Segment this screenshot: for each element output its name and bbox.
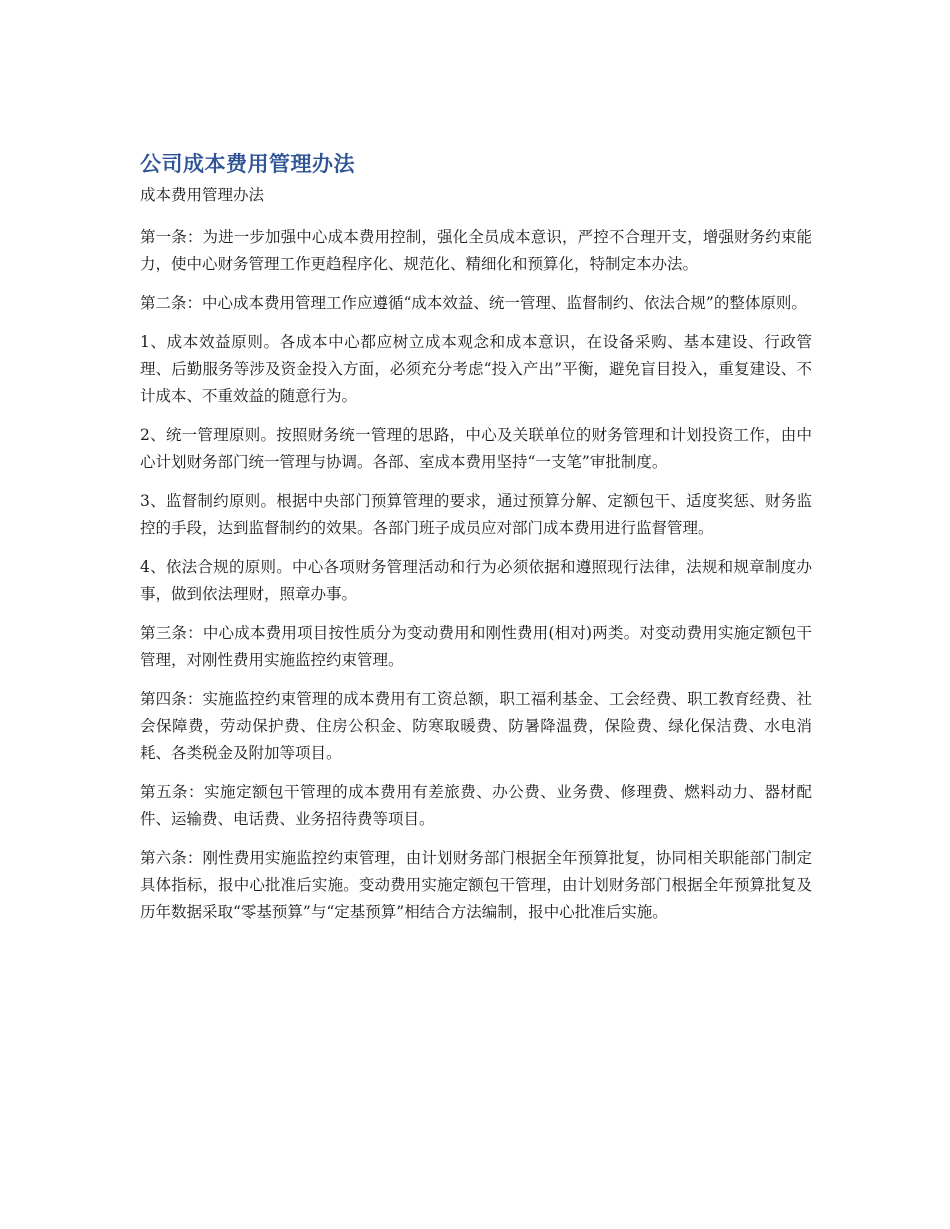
paragraph-article-3: 第三条：中心成本费用项目按性质分为变动费用和刚性费用(相对)两类。对变动费用实施定额包干管理，对刚性费用实施监控约束管理。 bbox=[140, 624, 812, 669]
document-subtitle: 成本费用管理办法 bbox=[140, 186, 265, 204]
paragraph-article-5: 第五条：实施定额包干管理的成本费用有差旅费、办公费、业务费、修理费、燃料动力、器材配件、运输费、电话费、业务招待费等项目。 bbox=[140, 783, 812, 828]
document-title: 公司成本费用管理办法 bbox=[140, 152, 355, 176]
paragraph-article-1: 第一条：为进一步加强中心成本费用控制，强化全员成本意识，严控不合理开支，增强财务约束能力，使中心财务管理工作更趋程序化、规范化、精细化和预算化，特制定本办法。 bbox=[140, 228, 812, 273]
paragraph-article-2: 第二条：中心成本费用管理工作应遵循“成本效益、统一管理、监督制约、依法合规”的整体原则。 bbox=[140, 294, 807, 312]
paragraph-principle-1: 1、成本效益原则。各成本中心都应树立成本观念和成本意识，在设备采购、基本建设、行政管理、后勤服务等涉及资金投入方面，必须充分考虑“投入产出”平衡，避免盲目投入，重复建设、不计成本、不重效益的随意行为。 bbox=[140, 333, 812, 405]
paragraph-principle-2: 2、统一管理原则。按照财务统一管理的思路，中心及关联单位的财务管理和计划投资工作，由中心计划财务部门统一管理与协调。各部、室成本费用坚持“一支笔”审批制度。 bbox=[140, 426, 812, 471]
paragraph-article-4: 第四条：实施监控约束管理的成本费用有工资总额，职工福利基金、工会经费、职工教育经费、社会保障费，劳动保护费、住房公积金、防寒取暖费、防暑降温费，保险费、绿化保洁费、水电消耗、各类税金及附加等项目。 bbox=[140, 690, 812, 762]
paragraph-principle-3: 3、监督制约原则。根据中央部门预算管理的要求，通过预算分解、定额包干、适度奖惩、财务监控的手段，达到监督制约的效果。各部门班子成员应对部门成本费用进行监督管理。 bbox=[140, 492, 812, 537]
paragraph-principle-4: 4、依法合规的原则。中心各项财务管理活动和行为必须依据和遵照现行法律，法规和规章制度办事，做到依法理财，照章办事。 bbox=[140, 558, 812, 603]
paragraph-article-6: 第六条：刚性费用实施监控约束管理，由计划财务部门根据全年预算批复，协同相关职能部门制定具体指标，报中心批准后实施。变动费用实施定额包干管理，由计划财务部门根据全年预算批复及历年数据采取“零基预算”与“定基预算”相结合方法编制，报中心批准后实施。 bbox=[140, 849, 812, 921]
document-page bbox=[140, 148, 812, 938]
